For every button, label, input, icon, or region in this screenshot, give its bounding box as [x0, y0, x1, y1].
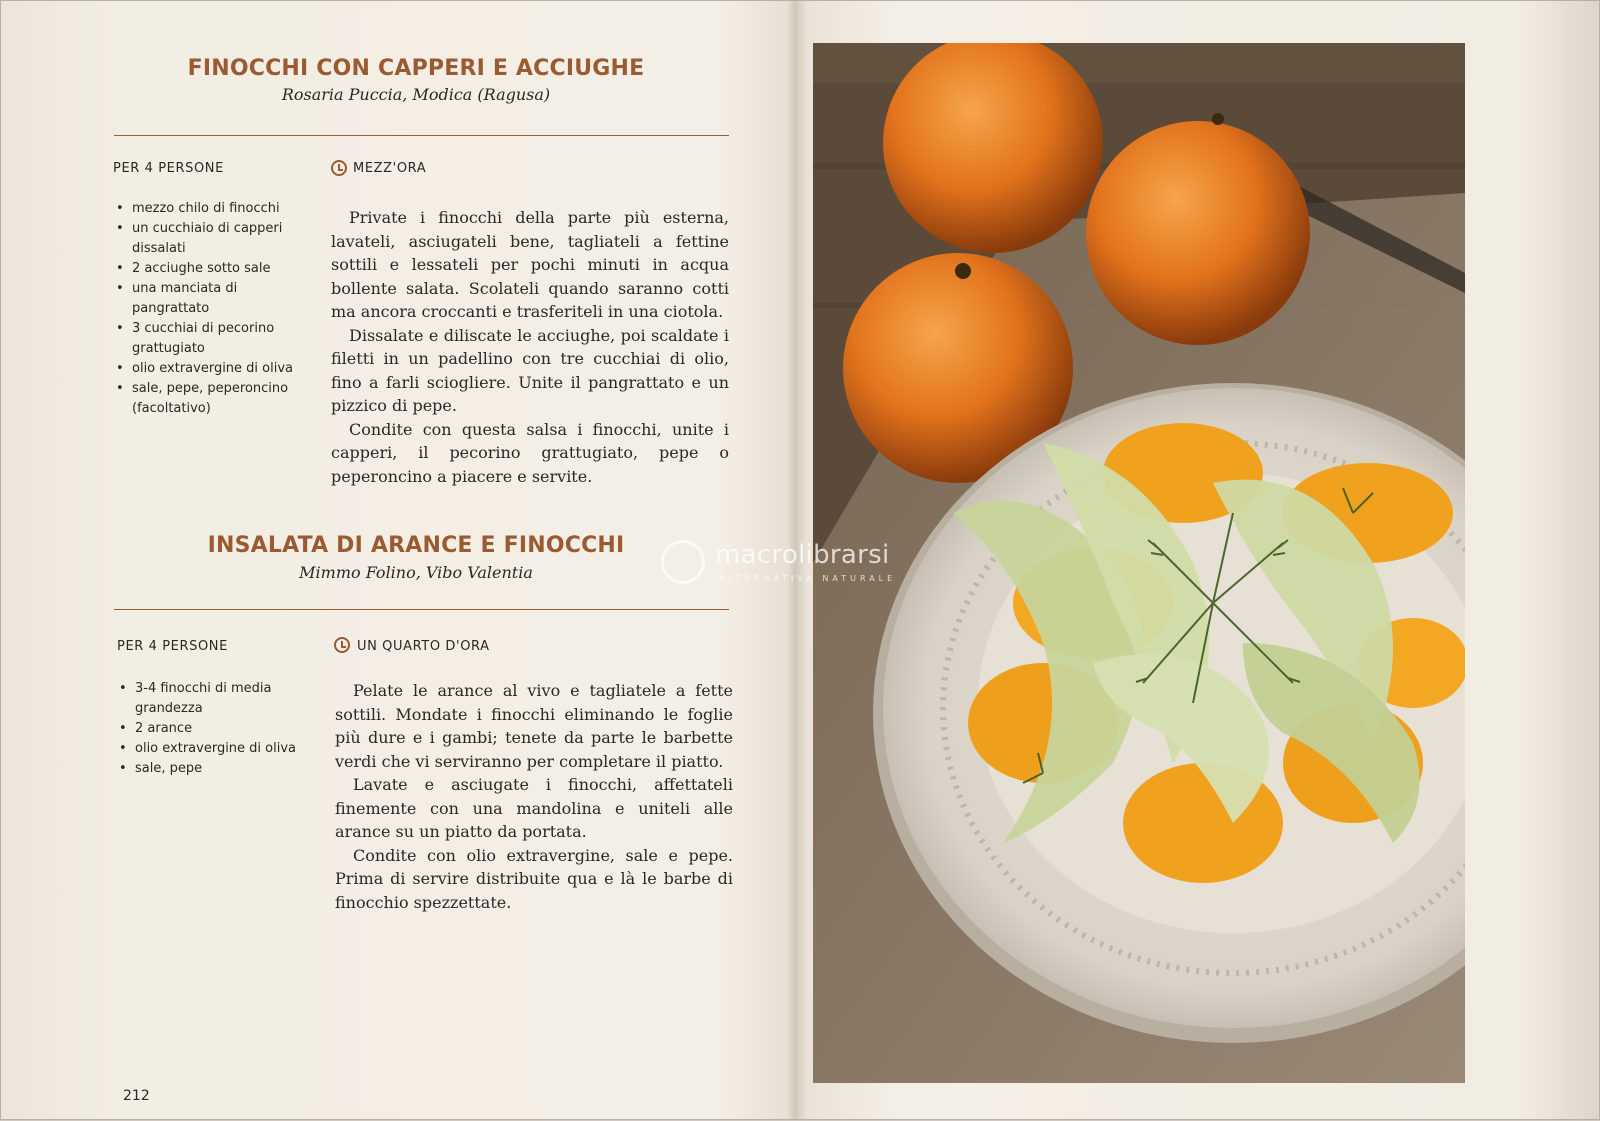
divider [114, 609, 729, 610]
recipe-author: Rosaria Puccia, Modica (Ragusa) [281, 85, 551, 104]
method-text [335, 679, 733, 914]
time-label: UN QUARTO D'ORA [357, 639, 490, 654]
method-paragraph: Dissalate e diliscate le acciughe, poi scaldate i filetti in un padellino con tre cucchiai di olio, fino a farli sciogliere. Unite il pangrattato e un pizzico di pepe. [331, 325, 729, 415]
time-label: MEZZ'ORA [353, 161, 427, 176]
method-paragraph: Pelate le arance al vivo e tagliatele a fette sottili. Mondate i finocchi eliminando le foglie più dure e i gambi; tenete da parte le barbette verdi che vi serviranno per completare il piatto. [335, 681, 733, 771]
method-paragraph: Lavate e asciugate i finocchi, affettateli finemente con una mandolina e uniteli alle arance su un piatto da portata. [335, 775, 733, 841]
recipe-title: INSALATA DI ARANCE E FINOCCHI [207, 533, 625, 558]
watermark-name: macrolibrarsi [715, 540, 890, 570]
clock-icon [331, 160, 347, 176]
clock-icon [334, 637, 350, 653]
ingredient: • olio extravergine di oliva [116, 359, 306, 379]
method-text [331, 206, 729, 488]
recipe-author: Mimmo Folino, Vibo Valentia [299, 563, 533, 582]
page-number: 212 [123, 1088, 150, 1104]
ingredient: • 2 acciughe sotto sale [116, 259, 306, 279]
watermark-logo-icon [661, 540, 705, 584]
servings-label: PER 4 PERSONE [117, 639, 228, 654]
servings-label: PER 4 PERSONE [113, 161, 224, 176]
method-paragraph: Condite con questa salsa i finocchi, unite i capperi, il pecorino grattugiato, pepe o peperoncino a piacere e servite. [331, 419, 729, 486]
ingredient: • 3-4 finocchi di media grandezza [119, 679, 319, 719]
ingredient: • 3 cucchiai di pecorino grattugiato [116, 319, 306, 359]
ingredient: • una manciata di pangrattato [116, 279, 306, 319]
ingredient-list [119, 679, 319, 779]
recipe-title: FINOCCHI CON CAPPERI E ACCIUGHE [187, 56, 645, 81]
watermark [661, 536, 961, 596]
ingredient-list [116, 199, 306, 419]
ingredient: • olio extravergine di oliva [119, 739, 319, 759]
ingredient: • sale, pepe, peperoncino (facoltativo) [116, 379, 306, 419]
method-paragraph: Private i finocchi della parte più esterna, lavateli, asciugateli bene, tagliateli a fettine sottili e lessateli per pochi minuti in acqua bollente salata. Scolateli quando saranno cotti ma ancora croccanti e trasferiteli in una ciotola. [331, 208, 729, 321]
ingredient: • sale, pepe [119, 759, 319, 779]
method-paragraph: Condite con olio extravergine, sale e pepe. Prima di servire distribuite qua e là le barbe di finocchio spezzettate. [335, 845, 733, 912]
ingredient: • mezzo chilo di finocchi [116, 199, 306, 219]
ingredient: • un cucchiaio di capperi dissalati [116, 219, 306, 259]
watermark-tagline: ALTERNATIVA NATURALE [719, 574, 897, 583]
ingredient: • 2 arance [119, 719, 319, 739]
divider [114, 135, 729, 136]
